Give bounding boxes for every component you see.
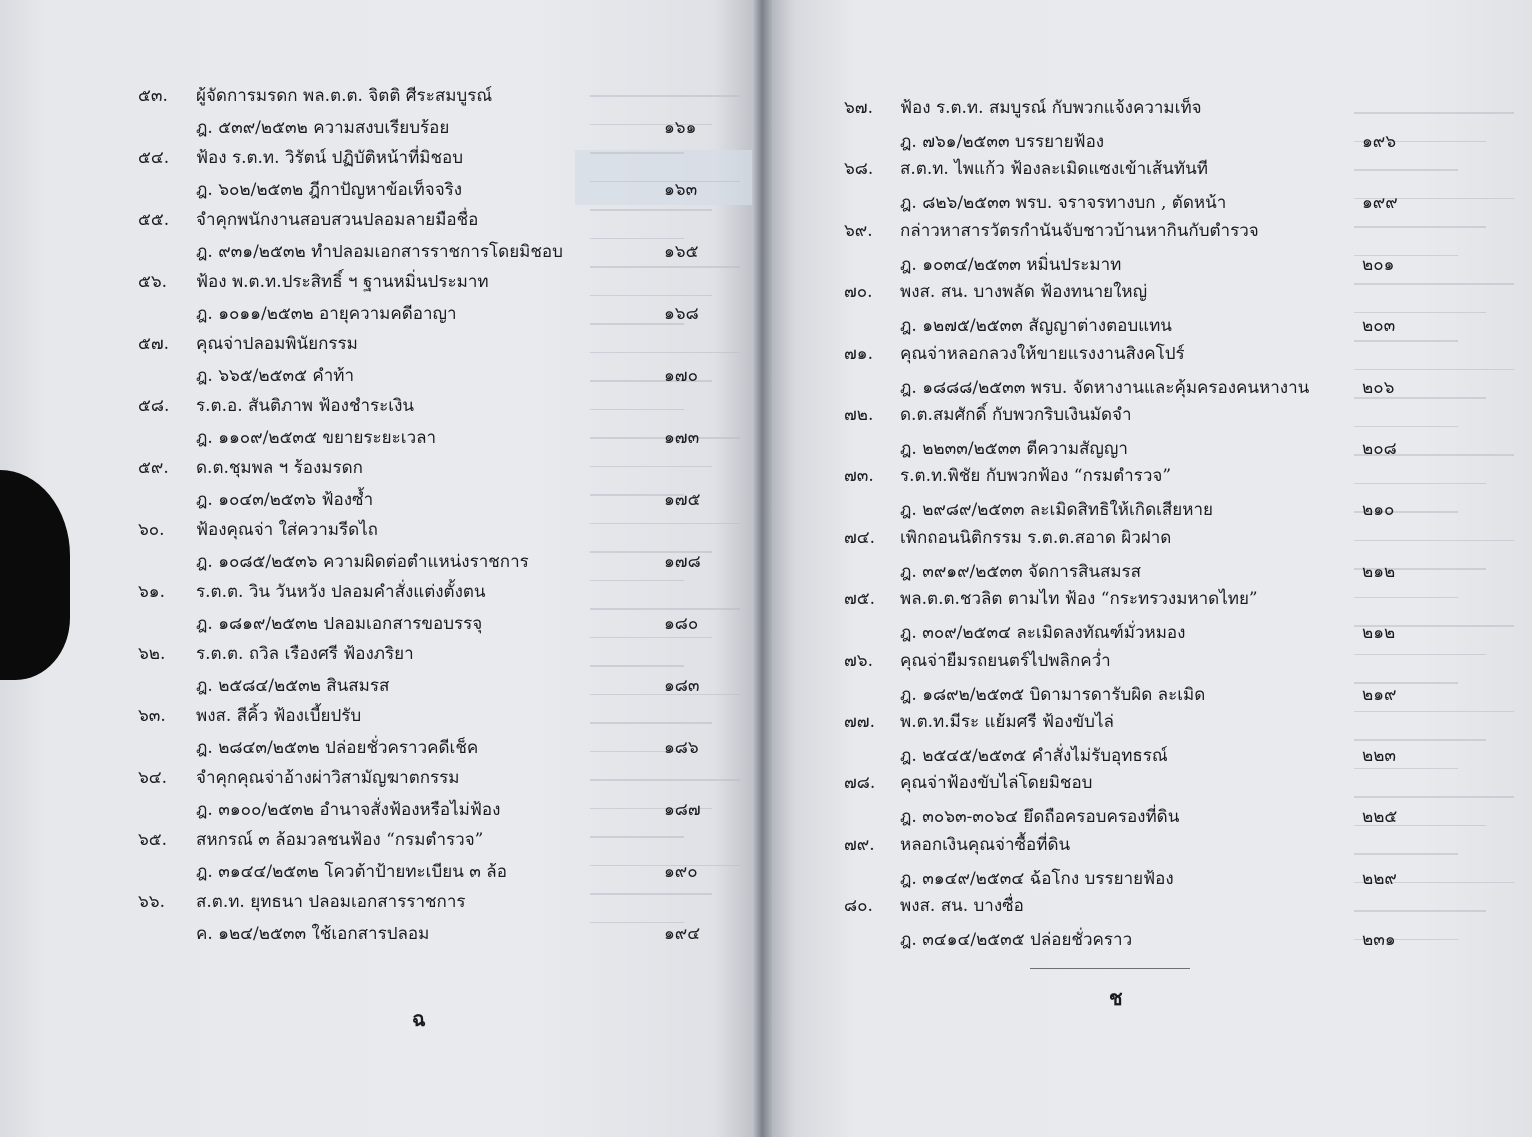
entry-title: ร.ต.ต. วิน วันหวัง ปลอมคำสั่งแต่งตั้งตน xyxy=(196,582,486,602)
toc-entry-title-row xyxy=(764,462,1532,490)
toc-entry-title-row xyxy=(764,524,1532,552)
entry-title: หลอกเงินคุณจ่าซื้อที่ดิน xyxy=(900,834,1071,855)
entry-case-ref: ฎ. ๓๑๔๙/๒๕๓๔ ฉ้อโกง บรรยายฟ้อง xyxy=(900,868,1174,889)
entry-title: ร.ต.ท.พิชัย กับพวกฟ้อง “กรมตำรวจ” xyxy=(900,466,1172,487)
left-page xyxy=(0,0,760,1137)
entry-page-number: ๑๘๓ xyxy=(664,676,700,696)
toc-entry-ref-row xyxy=(764,312,1532,340)
entry-number: ๖๓. xyxy=(138,706,166,726)
entry-number: ๗๓. xyxy=(844,466,874,487)
toc-entry-title-row xyxy=(764,340,1532,368)
entry-number: ๗๙. xyxy=(844,834,875,855)
toc-entry-title-row xyxy=(0,888,760,916)
entry-title: พงส. สน. บางซื่อ xyxy=(900,896,1024,917)
entry-case-ref: ค. ๑๒๔/๒๕๓๓ ใช้เอกสารปลอม xyxy=(196,924,430,944)
toc-entry-title-row xyxy=(0,640,760,668)
toc-entry-title-row xyxy=(0,702,760,730)
toc-entry-ref-row xyxy=(764,803,1532,831)
entry-case-ref: ฎ. ๓๔๑๔/๒๕๓๕ ปล่อยชั่วคราว xyxy=(900,930,1133,951)
toc-entry-ref-row xyxy=(0,114,760,142)
entry-case-ref: ฎ. ๓๑๔๔/๒๕๓๒ โควต้าป้ายทะเบียน ๓ ล้อ xyxy=(196,862,507,882)
entry-number: ๕๖. xyxy=(138,272,168,292)
entry-number: ๗๐. xyxy=(844,282,873,303)
toc-entry-title-row xyxy=(764,155,1532,183)
right-page xyxy=(764,0,1532,1137)
entry-case-ref: ฎ. ๑๒๗๕/๒๕๓๓ สัญญาต่างตอบแทน xyxy=(900,316,1172,337)
entry-case-ref: ฎ. ๖๐๒/๒๕๓๒ ฎีกาปัญหาข้อเท็จจริง xyxy=(196,180,463,200)
toc-entry-ref-row xyxy=(0,362,760,390)
entry-page-number: ๑๘๐ xyxy=(664,614,699,634)
entry-number: ๖๔. xyxy=(138,768,168,788)
entry-page-number: ๑๖๘ xyxy=(664,304,699,324)
right-page-folio: ช xyxy=(1109,986,1123,1010)
entry-title: คุณจ่าปลอมพินัยกรรม xyxy=(196,334,358,354)
entry-title: ร.ต.อ. สันติภาพ ฟ้องชำระเงิน xyxy=(196,396,415,416)
entry-number: ๖๗. xyxy=(844,98,873,118)
entry-page-number: ๒๒๕ xyxy=(1362,807,1398,828)
toc-entry-title-row xyxy=(0,578,760,606)
entry-number: ๖๕. xyxy=(138,830,168,850)
entry-case-ref: ฎ. ๒๙๘๙/๒๕๓๓ ละเมิดสิทธิให้เกิดเสียหาย xyxy=(900,500,1213,521)
toc-entry-title-row xyxy=(764,769,1532,797)
toc-entry-ref-row xyxy=(0,734,760,762)
entry-case-ref: ฎ. ๓๑๐๐/๒๕๓๒ อำนาจสั่งฟ้องหรือไม่ฟ้อง xyxy=(196,800,501,820)
entry-title: คุณจ่าฟ้องขับไล่โดยมิชอบ xyxy=(900,773,1093,794)
toc-entry-title-row xyxy=(764,831,1532,859)
entry-page-number: ๒๑๙ xyxy=(1362,684,1397,705)
entry-case-ref: ฎ. ๘๒๖/๒๕๓๓ พรบ. จราจรทางบก , ตัดหน้า xyxy=(900,193,1227,214)
entry-page-number: ๒๒๙ xyxy=(1362,868,1397,889)
toc-entry-ref-row xyxy=(0,176,760,204)
toc-entry-title-row xyxy=(764,401,1532,429)
entry-page-number: ๑๙๖ xyxy=(1362,132,1397,152)
entry-number: ๗๒. xyxy=(844,405,874,425)
entry-case-ref: ฎ. ๑๐๓๔/๒๕๓๓ หมิ่นประมาท xyxy=(900,254,1122,275)
toc-entry-ref-row xyxy=(0,548,760,576)
entry-page-number: ๒๑๒ xyxy=(1362,623,1396,644)
entry-number: ๕๘. xyxy=(138,396,170,416)
toc-entry-ref-row xyxy=(0,424,760,452)
toc-entry-ref-row xyxy=(764,435,1532,463)
entry-number: ๖๖. xyxy=(138,892,165,912)
entry-title: คุณจ่ายืมรถยนตร์ไปพลิกคว่ำ xyxy=(900,650,1111,671)
toc-entry-title-row xyxy=(0,392,760,420)
toc-entry-title-row xyxy=(764,278,1532,306)
book-gutter xyxy=(752,0,772,1137)
entry-number: ๖๙. xyxy=(844,220,873,241)
entry-case-ref: ฎ. ๑๘๑๙/๒๕๓๒ ปลอมเอกสารขอบรรจุ xyxy=(196,614,483,634)
toc-entry-ref-row xyxy=(764,496,1532,524)
entry-title: คุณจ่าหลอกลวงให้ขายแรงงานสิงคโปร์ xyxy=(900,343,1185,364)
entry-page-number: ๑๘๗ xyxy=(664,800,701,820)
entry-number: ๖๑. xyxy=(138,582,165,602)
entry-page-number: ๑๙๔ xyxy=(664,924,701,944)
entry-page-number: ๑๖๓ xyxy=(664,180,698,200)
right-toc-list xyxy=(764,0,1532,1137)
entry-title: พล.ต.ต.ชวลิต ตามไท ฟ้อง “กระทรวงมหาดไทย” xyxy=(900,589,1258,610)
entry-page-number: ๑๖๑ xyxy=(664,118,697,138)
toc-entry-ref-row xyxy=(0,858,760,886)
entry-title: เพิกถอนนิติกรรม ร.ต.ต.สอาด ผิวฝาด xyxy=(900,527,1172,548)
entry-page-number: ๑๖๕ xyxy=(664,242,699,262)
toc-entry-ref-row xyxy=(764,742,1532,770)
entry-number: ๗๘. xyxy=(844,773,876,794)
entry-number: ๘๐. xyxy=(844,896,873,917)
toc-entry-ref-row xyxy=(0,300,760,328)
entry-case-ref: ฎ. ๑๘๘๘/๒๕๓๓ พรบ. จัดหางานและคุ้มครองคนหางาน xyxy=(900,377,1310,398)
entry-title: พงส. สีคิ้ว ฟ้องเบี้ยปรับ xyxy=(196,706,362,726)
entry-page-number: ๒๑๐ xyxy=(1362,500,1395,521)
toc-entry-title-row xyxy=(0,82,760,110)
entry-case-ref: ฎ. ๑๐๑๑/๒๕๓๒ อายุความคดีอาญา xyxy=(196,304,457,324)
entry-page-number: ๑๗๕ xyxy=(664,490,701,510)
entry-title: ส.ต.ท. ยุทธนา ปลอมเอกสารราชการ xyxy=(196,892,466,912)
toc-entry-ref-row xyxy=(764,128,1532,156)
entry-number: ๖๒. xyxy=(138,644,166,664)
toc-entry-ref-row xyxy=(0,610,760,638)
toc-entry-title-row xyxy=(0,764,760,792)
toc-entry-ref-row xyxy=(764,374,1532,402)
entry-case-ref: ฎ. ๗๖๑/๒๕๓๓ บรรยายฟ้อง xyxy=(900,132,1105,152)
entry-title: ส.ต.ท. ไพแก้ว ฟ้องละเมิดแซงเข้าเส้นทันที xyxy=(900,159,1208,180)
toc-entry-title-row xyxy=(764,708,1532,736)
entry-number: ๗๔. xyxy=(844,527,876,548)
entry-case-ref: ฎ. ๑๑๐๙/๒๕๓๕ ขยายระยะเวลา xyxy=(196,428,437,448)
entry-title: ผู้จัดการมรดก พล.ต.ต. จิตติ ศีระสมบูรณ์ xyxy=(196,86,493,106)
entry-number: ๗๕. xyxy=(844,589,876,610)
toc-entry-title-row xyxy=(0,330,760,358)
toc-entry-ref-row xyxy=(764,926,1532,954)
entry-title: จำคุกคุณจ่าอ้างผ่าวิสามัญฆาตกรรม xyxy=(196,768,460,788)
left-page-folio: ฉ xyxy=(412,1007,426,1031)
toc-entry-ref-row xyxy=(764,189,1532,217)
entry-number: ๗๑. xyxy=(844,343,873,364)
entry-title: พงส. สน. บางพลัด ฟ้องทนายใหญ่ xyxy=(900,282,1148,303)
entry-page-number: ๑๗๐ xyxy=(664,366,698,386)
toc-entry-title-row xyxy=(0,826,760,854)
entry-page-number: ๑๙๙ xyxy=(1362,193,1398,214)
toc-entry-ref-row xyxy=(0,486,760,514)
toc-entry-ref-row xyxy=(764,865,1532,893)
toc-entry-title-row xyxy=(0,516,760,544)
entry-page-number: ๑๘๖ xyxy=(664,738,699,758)
toc-entry-title-row xyxy=(764,647,1532,675)
entry-case-ref: ฎ. ๒๕๔๕/๒๕๓๕ คำสั่งไม่รับอุทธรณ์ xyxy=(900,746,1168,766)
entry-page-number: ๑๙๐ xyxy=(664,862,698,882)
entry-page-number: ๒๐๑ xyxy=(1362,254,1395,275)
toc-entry-title-row xyxy=(764,94,1532,122)
toc-entry-title-row xyxy=(764,892,1532,920)
entry-case-ref: ฎ. ๓๙๑๙/๒๕๓๓ จัดการสินสมรส xyxy=(900,561,1142,582)
entry-title: ฟ้องคุณจ่า ใส่ความรีดไถ xyxy=(196,520,378,540)
entry-case-ref: ฎ. ๓๐๙/๒๕๓๔ ละเมิดลงทัณฑ์มั่วหมอง xyxy=(900,623,1186,644)
entry-title: กล่าวหาสารวัตรกำนันจับชาวบ้านหากินกับตำรวจ xyxy=(900,220,1259,241)
left-toc-list xyxy=(0,0,760,1137)
entry-case-ref: ฎ. ๒๘๔๓/๒๕๓๒ ปล่อยชั่วคราวคดีเช็ค xyxy=(196,738,479,758)
entry-page-number: ๒๐๓ xyxy=(1362,316,1396,337)
entry-case-ref: ฎ. ๕๓๙/๒๕๓๒ ความสงบเรียบร้อย xyxy=(196,118,450,138)
entry-title: ด.ต.สมศักดิ์ กับพวกริบเงินมัดจำ xyxy=(900,405,1132,425)
entry-page-number: ๒๐๖ xyxy=(1362,377,1395,398)
entry-title: สหกรณ์ ๓ ล้อมวลชนฟ้อง “กรมตำรวจ” xyxy=(196,830,484,850)
toc-entry-title-row xyxy=(0,206,760,234)
entry-case-ref: ฎ. ๓๐๖๓-๓๐๖๔ ยึดถือครอบครองที่ดิน xyxy=(900,807,1180,828)
toc-entry-title-row xyxy=(764,217,1532,245)
entry-title: จำคุกพนักงานสอบสวนปลอมลายมือชื่อ xyxy=(196,210,479,230)
toc-entry-ref-row xyxy=(764,558,1532,586)
toc-entry-ref-row xyxy=(0,796,760,824)
entry-case-ref: ฎ. ๑๐๔๓/๒๕๓๖ ฟ้องซ้ำ xyxy=(196,490,374,510)
toc-entry-title-row xyxy=(0,268,760,296)
entry-number: ๕๕. xyxy=(138,210,170,230)
entry-case-ref: ฎ. ๒๒๓๓/๒๕๓๓ ตีความสัญญา xyxy=(900,439,1128,459)
end-rule xyxy=(1030,968,1190,969)
entry-page-number: ๒๒๓ xyxy=(1362,746,1397,766)
toc-entry-title-row xyxy=(0,454,760,482)
toc-entry-title-row xyxy=(0,144,760,172)
toc-entry-ref-row xyxy=(764,251,1532,279)
entry-number: ๗๖. xyxy=(844,650,873,671)
entry-page-number: ๒๑๒ xyxy=(1362,561,1396,582)
entry-title: ฟ้อง ร.ต.ท. วิรัตน์ ปฏิบัติหน้าที่มิชอบ xyxy=(196,148,464,168)
entry-number: ๕๔. xyxy=(138,148,170,168)
toc-entry-title-row xyxy=(764,585,1532,613)
toc-entry-ref-row xyxy=(764,681,1532,709)
entry-page-number: ๒๐๘ xyxy=(1362,439,1397,459)
entry-page-number: ๑๗๓ xyxy=(664,428,700,448)
toc-entry-ref-row xyxy=(764,619,1532,647)
entry-number: ๗๗. xyxy=(844,712,875,732)
entry-case-ref: ฎ. ๒๕๘๔/๒๕๓๒ สินสมรส xyxy=(196,676,390,696)
toc-entry-ref-row xyxy=(0,238,760,266)
entry-number: ๕๙. xyxy=(138,458,169,478)
entry-page-number: ๒๓๑ xyxy=(1362,930,1396,951)
entry-case-ref: ฎ. ๑๘๙๒/๒๕๓๕ บิดามารดารับผิด ละเมิด xyxy=(900,684,1206,705)
entry-number: ๕๗. xyxy=(138,334,170,354)
entry-case-ref: ฎ. ๑๐๘๕/๒๕๓๖ ความผิดต่อตำแหน่งราชการ xyxy=(196,552,529,572)
entry-title: พ.ต.ท.มีระ แย้มศรี ฟ้องขับไล่ xyxy=(900,712,1114,732)
entry-title: ด.ต.ชุมพล ฯ ร้องมรดก xyxy=(196,458,363,478)
entry-page-number: ๑๗๘ xyxy=(664,552,701,572)
entry-title: ฟ้อง พ.ต.ท.ประสิทธิ์ ฯ ฐานหมิ่นประมาท xyxy=(196,272,489,292)
entry-number: ๖๐. xyxy=(138,520,165,540)
entry-case-ref: ฎ. ๙๓๑/๒๕๓๒ ทำปลอมเอกสารราชการโดยมิชอบ xyxy=(196,242,563,262)
toc-entry-ref-row xyxy=(0,920,760,948)
entry-title: ฟ้อง ร.ต.ท. สมบูรณ์ กับพวกแจ้งความเท็จ xyxy=(900,98,1202,118)
entry-case-ref: ฎ. ๖๖๕/๒๕๓๕ คำท้า xyxy=(196,366,355,386)
entry-number: ๖๘. xyxy=(844,159,874,180)
entry-title: ร.ต.ต. ถวิล เรืองศรี ฟ้องภริยา xyxy=(196,644,414,664)
toc-entry-ref-row xyxy=(0,672,760,700)
entry-number: ๕๓. xyxy=(138,86,168,106)
